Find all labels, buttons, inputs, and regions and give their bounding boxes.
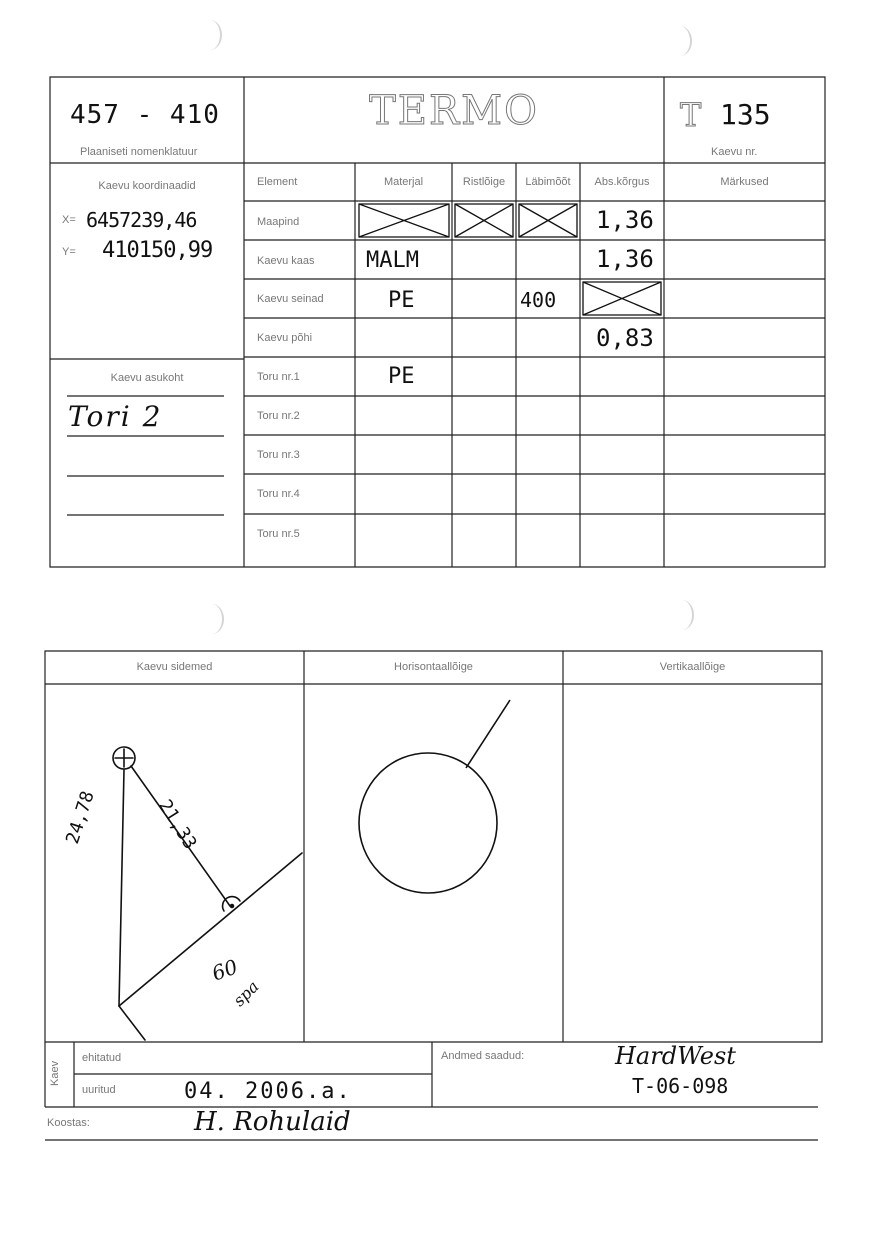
plan-number: 457 - 410	[70, 100, 220, 130]
col-header-labimoot: Läbimõõt	[525, 176, 571, 188]
row-label: Kaevu kaas	[257, 255, 315, 267]
row-label: Kaevu seinad	[257, 293, 324, 305]
kaev-label: Kaev	[49, 1060, 61, 1086]
coords-label: Kaevu koordinaadid	[98, 180, 196, 192]
row-label: Toru nr.5	[257, 528, 300, 540]
location-label: Kaevu asukoht	[110, 372, 184, 384]
sketch-header-horisontaal: Horisontaallõige	[394, 661, 473, 673]
x-coordinate: 6457239,46	[86, 208, 197, 232]
x-label: X=	[62, 214, 76, 226]
col-header-element: Element	[257, 176, 298, 188]
row-label: Maapind	[257, 216, 300, 228]
koostas-value: H. Rohulaid	[194, 1107, 351, 1137]
row-label: Toru nr.1	[257, 371, 300, 383]
abs-maapind: 1,36	[596, 206, 654, 234]
building-note-2: spa	[229, 976, 263, 1011]
row-label: Toru nr.3	[257, 449, 300, 461]
uuritud-label: uuritud	[82, 1084, 116, 1096]
labimoot-seinad: 400	[520, 288, 557, 312]
materjal-seinad: PE	[388, 288, 415, 313]
location-value: Tori 2	[68, 400, 163, 433]
col-header-materjal: Materjal	[383, 176, 424, 188]
well-label: Kaevu nr.	[711, 146, 758, 158]
abs-kaas: 1,36	[596, 245, 654, 273]
col-header-markused: Märkused	[720, 176, 769, 188]
ehitatud-label: ehitatud	[82, 1052, 122, 1064]
andmed-label: Andmed saadud:	[441, 1050, 525, 1062]
well-number: 135	[720, 98, 771, 131]
y-label: Y=	[62, 246, 76, 258]
row-label: Kaevu põhi	[257, 332, 313, 344]
materjal-toru1: PE	[388, 364, 415, 389]
well-prefix: T	[680, 96, 702, 134]
col-header-ristloige: Ristlõige	[462, 176, 506, 188]
brand-title: TERMO	[369, 88, 539, 134]
materjal-kaas: MALM	[366, 248, 419, 273]
col-header-abs-korgus: Abs.kõrgus	[594, 176, 650, 188]
sketch-header-sidemed: Kaevu sidemed	[136, 661, 213, 673]
tie-dimension-b: 21,33	[154, 796, 201, 854]
plan-label: Plaaniseti nomenklatuur	[80, 146, 198, 158]
andmed-reference: T-06-098	[632, 1074, 729, 1098]
sketch-header-vertikaal: Vertikaallõige	[659, 661, 726, 673]
koostas-label: Koostas:	[47, 1117, 90, 1129]
y-coordinate: 410150,99	[102, 238, 213, 263]
uuritud-value: 04. 2006.a.	[184, 1079, 352, 1104]
tie-dimension-a: 24,78	[62, 788, 99, 847]
andmed-source: HardWest	[615, 1042, 736, 1070]
building-note: 60	[208, 954, 241, 986]
row-label: Toru nr.4	[257, 488, 300, 500]
row-label: Toru nr.2	[257, 410, 300, 422]
abs-pohi: 0,83	[596, 324, 654, 352]
